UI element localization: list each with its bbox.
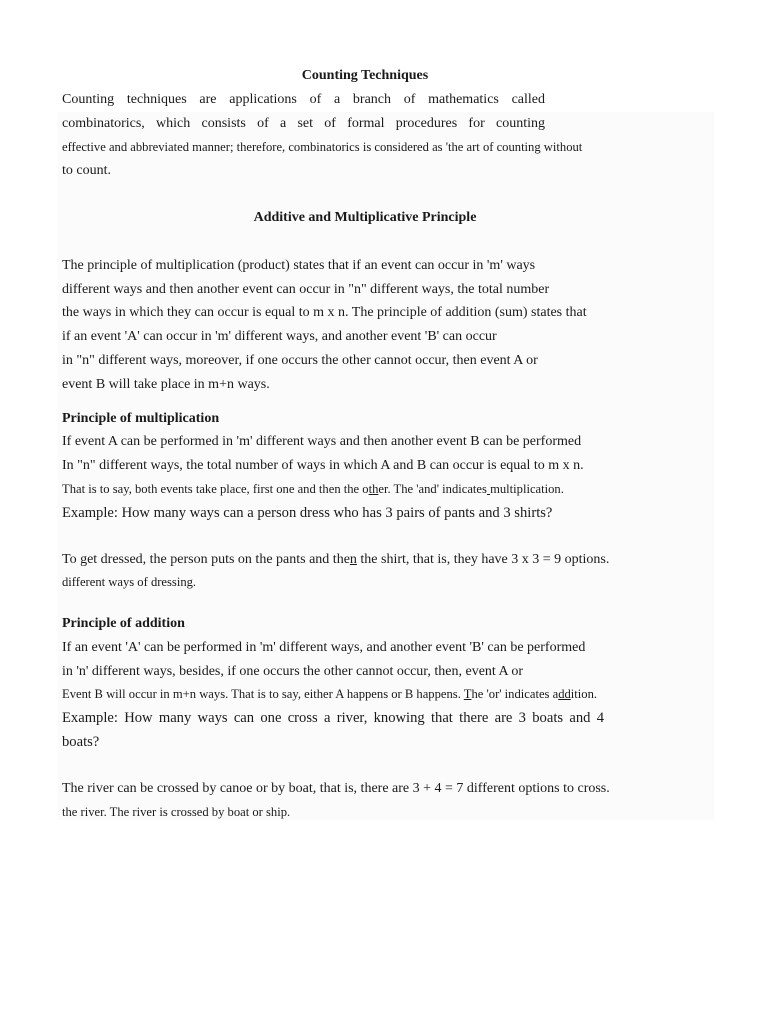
multiplication-answer-1 bbox=[62, 551, 609, 568]
intro-line-4: to count. bbox=[62, 163, 111, 178]
multiplication-line-1: If event A can be performed in 'm' different ways and then another event B can be performed bbox=[62, 434, 582, 449]
text-run: he 'or' indicates a bbox=[471, 687, 559, 701]
addition-answer-2: the river. The river is crossed by boat or ship. bbox=[62, 805, 291, 819]
underlined-text: n bbox=[349, 552, 357, 567]
text-run: ition. bbox=[570, 687, 598, 701]
intro-line-2: combinatorics, which consists of a set of formal procedures for counting bbox=[62, 116, 545, 131]
section-line-3: the ways in which they can occur is equal to m x n. The principle of addition (sum) states that bbox=[62, 305, 587, 320]
text-run: To get dressed, the person puts on the pants and the bbox=[62, 552, 350, 567]
intro-line-3: effective and abbreviated manner; therefore, combinatorics is considered as 'the art of counting without bbox=[62, 140, 583, 154]
underlined-text: T bbox=[463, 687, 472, 701]
underlined-text: dd bbox=[558, 687, 571, 701]
multiplication-answer-2: different ways of dressing. bbox=[62, 575, 197, 589]
underlined-text: th bbox=[368, 482, 379, 496]
addition-heading: Principle of addition bbox=[62, 616, 185, 631]
addition-line-1: If an event 'A' can be performed in 'm' different ways, and another event 'B' can be performed bbox=[62, 640, 586, 655]
multiplication-line-2: In "n" different ways, the total number of ways in which A and B can occur is equal to m x n. bbox=[62, 458, 584, 473]
text-run: the shirt, that is, they have 3 x 3 = 9 options. bbox=[356, 552, 610, 567]
section-line-1: The principle of multiplication (product) states that if an event can occur in 'm' ways bbox=[62, 258, 536, 273]
addition-answer-1: The river can be crossed by canoe or by boat, that is, there are 3 + 4 = 7 different options to cross. bbox=[62, 781, 610, 796]
intro-line-1: Counting techniques are applications of a branch of mathematics called bbox=[62, 92, 545, 107]
addition-example-2: boats? bbox=[62, 734, 100, 750]
section-line-4: if an event 'A' can occur in 'm' different ways, and another event 'B' can occur bbox=[62, 329, 497, 344]
text-run: multiplication. bbox=[490, 482, 564, 496]
section-line-6: event B will take place in m+n ways. bbox=[62, 377, 270, 392]
section-heading: Additive and Multiplicative Principle bbox=[253, 210, 477, 225]
addition-line-2: in 'n' different ways, besides, if one occurs the other cannot occur, then, event A or bbox=[62, 664, 524, 679]
multiplication-line-3 bbox=[62, 481, 564, 498]
section-line-2: different ways and then another event can occur in "n" different ways, the total number bbox=[62, 282, 550, 297]
multiplication-example: Example: How many ways can a person dress who has 3 pairs of pants and 3 shirts? bbox=[62, 505, 553, 521]
text-run: er. The 'and' indicates bbox=[378, 482, 487, 496]
addition-line-3 bbox=[62, 686, 597, 703]
text-run: That is to say, both events take place, first one and then the o bbox=[62, 482, 369, 496]
multiplication-heading: Principle of multiplication bbox=[62, 411, 220, 426]
addition-example-1: Example: How many ways can one cross a river, knowing that there are 3 boats and 4 bbox=[62, 710, 604, 726]
section-line-5: in "n" different ways, moreover, if one occurs the other cannot occur, then event A or bbox=[62, 353, 538, 368]
document-title: Counting Techniques bbox=[301, 68, 429, 83]
text-run: Event B will occur in m+n ways. That is to say, either A happens or B happens. bbox=[62, 687, 464, 701]
